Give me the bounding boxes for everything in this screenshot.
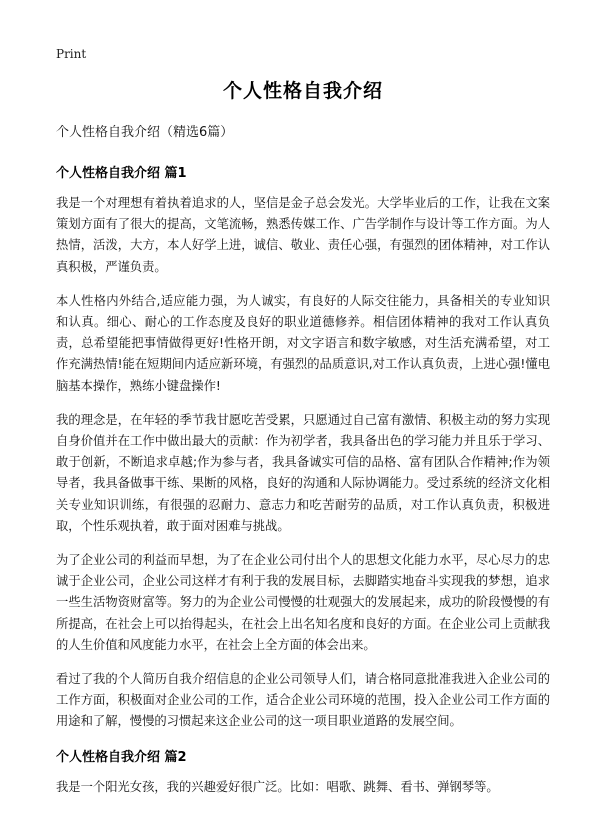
page-title: 个人性格自我介绍: [222, 80, 383, 102]
paragraph: 为了企业公司的利益而早想，为了在企业公司付出个人的思想文化能力水平，尽心尽力的忠诚于企业公司，企业公司这样才有利于我的发展目标，去脚踏实地奋斗实现我的梦想，追求一些生活物资财富等。努力的为企业公司慢慢的壮观强大的发展起来，成功的阶段慢慢的有所提高，在社会上可以抬得起头，在社会上出名知名度和良好的方面。在企业公司上贡献我的人生价值和风度能力水平，在社会上全方面的体会出来。: [56, 553, 550, 652]
section-heading: 个人性格自我介绍 篇2: [56, 749, 187, 765]
paragraph: 我的理念是，在年轻的季节我甘愿吃苦受累，只愿通过自己富有激情、积极主动的努力实现自身价值并在工作中做出最大的贡献：作为初学者，我具备出色的学习能力并且乐于学习、敢于创新，不断追求卓越;作为参与者，我具备诚实可信的品格、富有团队合作精神;作为领导者，我具备做事干练、果断的风格，良好的沟通和人际协调能力。受过系统的经济文化相关专业知识训练，有很强的忍耐力、意志力和吃苦耐劳的品质，对工作认真负责，积极进取，个性乐观执着，敢于面对困难与挑战。: [56, 412, 550, 533]
document-subtitle: 个人性格自我介绍（精选6篇）: [56, 125, 234, 140]
section-2: [56, 746, 550, 798]
document-body: [56, 76, 550, 811]
section-heading: 个人性格自我介绍 篇1: [56, 166, 187, 181]
print-link[interactable]: Print: [56, 47, 87, 61]
paragraph: 我是一个阳光女孩，我的兴趣爱好很广泛。比如：唱歌、跳舞、看书、弹钢琴等。: [56, 779, 499, 794]
paragraph: 我是一个对理想有着执着追求的人，坚信是金子总会发光。大学毕业后的工作，让我在文案策划方面有了很大的提高，文笔流畅，熟悉传媒工作、广告学制作与设计等工作方面。为人热情，活泼，大方，本人好学上进，诚信、敬业、责任心强，有强烈的团体精神，对工作认真积极，严谨负责。: [56, 196, 550, 274]
section-1: [56, 162, 550, 733]
paragraph: 本人性格内外结合,适应能力强，为人诚实，有良好的人际交往能力，具备相关的专业知识和认真。细心、耐心的工作态度及良好的职业道德修养。相信团体精神的我对工作认真负责，总希望能把事情做得更好!性格开朗，对文字语言和数字敏感，对生活充满希望，对工作充满热情!能在短期间内适应新环境，有强烈的品质意识,对工作认真负责，上进心强!懂电脑基本操作，熟练小键盘操作!: [56, 293, 550, 393]
paragraph: 看过了我的个人简历自我介绍信息的企业公司领导人们，请合格同意批准我进入企业公司的工作方面，积极面对企业公司的工作，适合企业公司环境的范围，投入企业公司工作方面的用途和了解，慢慢的习惯起来这企业公司的这一项目职业道路的发展空间。: [56, 672, 550, 729]
